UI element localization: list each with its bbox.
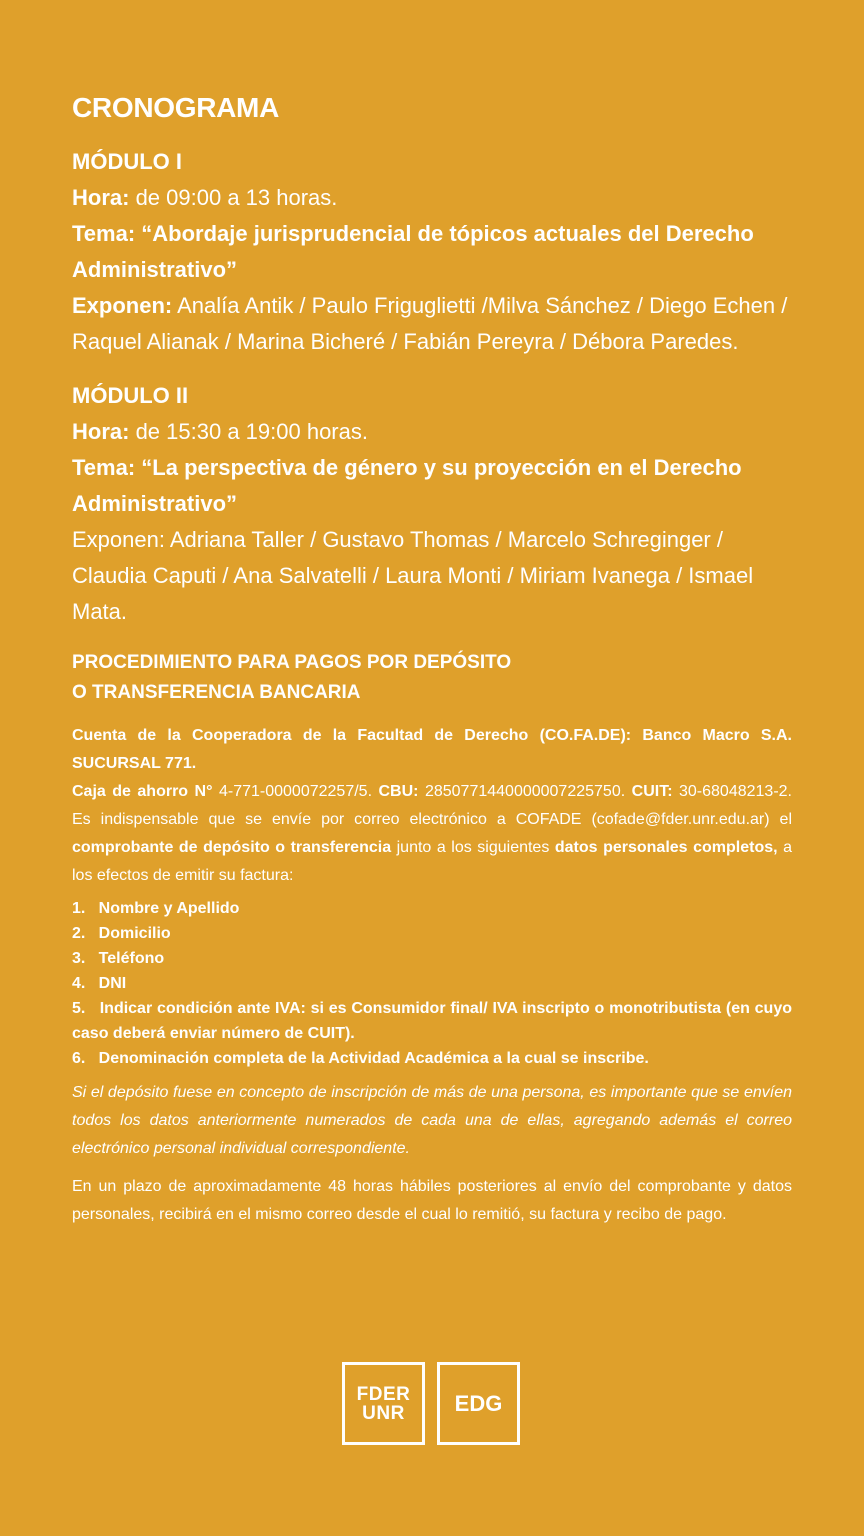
list-item: 1. Nombre y Apellido (72, 900, 240, 917)
exponen-value: Exponen: Adriana Taller / Gustavo Thomas / Marcelo Schreginger / Claudia Caputi / Ana Salvatelli / Laura Monti / Miriam Ivanega / Ismael Mata. (72, 527, 754, 624)
bank-account: Cuenta de la Cooperadora de la Facultad de Derecho (CO.FA.DE): Banco Macro S.A. SUCURSAL 771. (72, 727, 792, 772)
logo-edg-text: EDG (454, 1390, 503, 1416)
logos (342, 1362, 520, 1445)
requirements-list (72, 896, 797, 1071)
payment-details (72, 778, 792, 890)
procedure-heading-line2: O TRANSFERENCIA BANCARIA (72, 682, 361, 703)
edg-logo (437, 1362, 520, 1445)
module-1-title: MÓDULO I (72, 149, 182, 174)
hora-label: Hora: (72, 185, 130, 210)
hora-label: Hora: (72, 419, 130, 444)
invoice-note: En un plazo de aproximadamente 48 horas hábiles posteriores al envío del comprobante y datos personales, recibirá en el mismo correo desde el cual lo remitió, su factura y recibo de pago. (72, 1178, 792, 1223)
datos-text: datos personales completos, (554, 839, 778, 856)
list-item: 4. DNI (72, 975, 127, 992)
module-1-exponen (72, 288, 792, 360)
procedure-heading (72, 648, 792, 708)
exponen-label: Exponen: (72, 293, 173, 318)
procedure-heading-line1: PROCEDIMIENTO PARA PAGOS POR DEPÓSITO (72, 652, 512, 673)
junto-text: junto a los siguientes (391, 839, 555, 856)
list-item: 2. Domicilio (72, 925, 171, 942)
module-1 (72, 144, 792, 360)
hora-value: de 15:30 a 19:00 horas. (129, 419, 368, 444)
cbu-label: CBU: (378, 783, 419, 800)
list-item: 6. Denominación completa de la Actividad Académica a la cual se inscribe. (72, 1050, 649, 1067)
document-body (72, 92, 797, 1229)
hora-value: de 09:00 a 13 horas. (129, 185, 338, 210)
cuit-value: 30-68048213-2. Es indispensable que se envíe por correo electrónico a COFADE (cofade@fder.unr.edu.ar) el (72, 783, 792, 828)
efectos-text: a los efectos de emitir su factura: (72, 839, 792, 884)
module-2-tema: Tema: “La perspectiva de género y su proyección en el Derecho Administrativo” (72, 455, 742, 516)
exponen-value: Analía Antik / Paulo Friguglietti /Milva Sánchez / Diego Echen / Raquel Alianak / Marina Bicheré / Fabián Pereyra / Débora Paredes. (72, 293, 788, 354)
list-item: 3. Teléfono (72, 950, 165, 967)
module-2 (72, 378, 792, 630)
comprobante-text: comprobante de depósito o transferencia (72, 839, 392, 856)
logo-fder-text: FDER (356, 1383, 411, 1405)
module-1-hora (72, 180, 792, 216)
module-2-hora (72, 414, 792, 450)
module-2-exponen (72, 522, 792, 630)
caja-label: Caja de ahorro N° (72, 783, 213, 800)
module-1-tema: Tema: “Abordaje jurisprudencial de tópicos actuales del Derecho Administrativo” (72, 221, 754, 282)
module-2-title: MÓDULO II (72, 383, 189, 408)
multi-person-note: Si el depósito fuese en concepto de inscripción de más de una persona, es importante que se envíen todos los datos anteriormente numerados de cada una de ellas, agregando además el correo electrónico personal individual correspondiente. (72, 1084, 792, 1157)
cuit-label: CUIT: (631, 783, 673, 800)
fder-unr-logo (342, 1362, 425, 1445)
logo-unr-text: UNR (362, 1402, 405, 1424)
cbu-value: 2850771440000007225750. (418, 783, 632, 800)
caja-value: 4-771-0000072257/5. (212, 783, 379, 800)
list-item: 5. Indicar condición ante IVA: si es Consumidor final/ IVA inscripto o monotributista (en cuyo caso deberá enviar número de CUIT). (72, 1000, 797, 1042)
page-title: CRONOGRAMA (72, 92, 279, 123)
